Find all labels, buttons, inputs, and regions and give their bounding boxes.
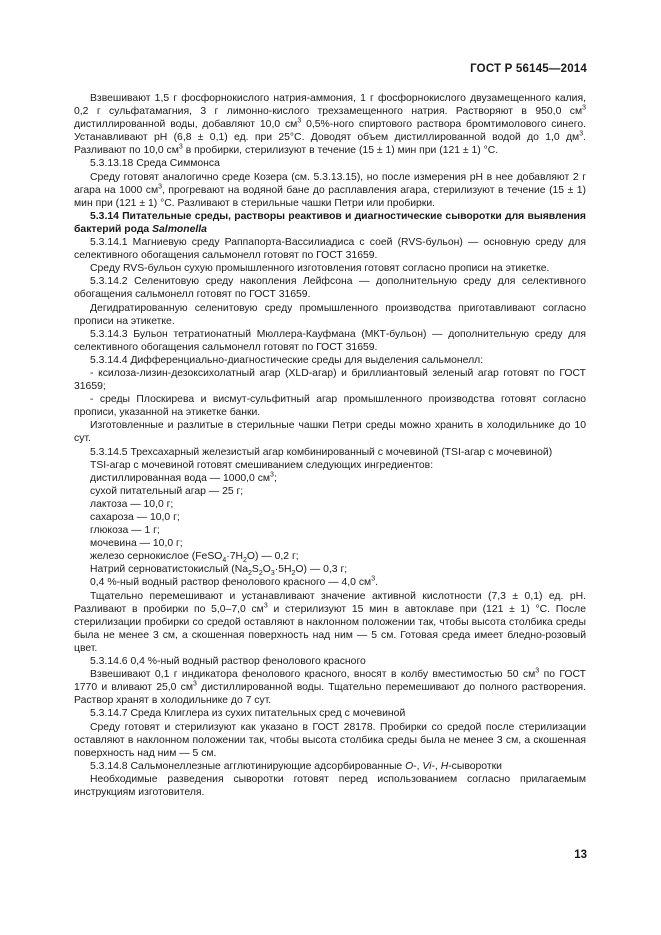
ingredient-list-item: 0,4 %-ный водный раствор фенолового красного — 4,0 $см^3$. [90, 576, 378, 589]
paragraph: Дегидратированную селенитовую среду промышленного производства приготавливают согласно прописи на этикетке. [74, 302, 586, 327]
ingredient-list-item: глюкоза — 1 г; [90, 525, 160, 537]
ingredient-list-item: сахароза — 10,0 г; [90, 512, 180, 523]
ingredient-list-item: лактоза — 10,0 г; [90, 498, 174, 510]
paragraph: Взвешивают 0,1 г индикатора фенолового красного, вносят в колбу вместимостью 50 $см^3$ по ГОСТ 1770 и вливают 25,0 $см^3$ дистиллированной воды. Тщательно перемешивают до полного растворения. Раствор хранят в холодильнике до 7 сут. [74, 667, 586, 707]
paragraph: Необходимые разведения сыворотки готовят перед использованием согласно прилагаемым инструкциям изготовителя. [74, 773, 586, 798]
paragraph: 5.3.14.4 Дифференциально-диагностические среды для выделения сальмонелл: [90, 354, 484, 366]
paragraph: - ксилоза-лизин-дезоксихолатный агар (XLD-агар) и бриллиантовый зеленый агар готовят по ГОСТ 31659; [74, 367, 586, 393]
document-body [74, 92, 586, 799]
ingredient-list-item: Натрий серноватистокислый $(Na_2S_2O_3\cdot 5H_2O)$ — 0,3 г; [90, 564, 348, 578]
paragraph: - среды Плоскирева и висмут-сульфитный агар промышленного производства готовят согласно прописи, указанной на этикетке банки. [74, 394, 586, 419]
paragraph: 5.3.14.1 Магниевую среду Раппапорта-Вассилиадиса с соей (RVS-бульон) — основную среду для селективного обогащения сальмонелл готовят по ГОСТ 31659. [74, 237, 586, 262]
section-heading: 5.3.14 Питательные среды, растворы реактивов и диагностические сыворотки для выявления бактерий рода Salmonella [74, 210, 586, 235]
document-code-header: ГОСТ Р 56145—2014 [470, 63, 587, 75]
paragraph: 5.3.14.2 Селенитовую среду накопления Лейфсона — дополнительную среду для селективного обогащения сальмонелл готовят по ГОСТ 31659. [74, 276, 586, 301]
ingredient-list-item: сухой питательный агар — 25 г; [90, 485, 244, 497]
paragraph: 5.3.14.6 0,4 %-ный водный раствор фенолового красного [90, 656, 366, 668]
paragraph: Среду готовят и стерилизуют как указано в ГОСТ 28178. Пробирки со средой после стерилизации оставляют в наклонном положении так, чтобы высота столбика среды была не менее 3 см, а скошенная поверхность над ним — 5 см. [74, 721, 586, 759]
ingredient-list-item: дистиллированная вода — 1000,0 $см^3$; [90, 471, 277, 484]
paragraph: 5.3.14.3 Бульон тетратионатный Мюллера-Кауфмана (МКТ-бульон) — дополнительную среду для селективного обогащения сальмонелл готовят по ГОСТ 31659. [74, 328, 586, 353]
page-number: 13 [574, 849, 587, 861]
paragraph: Тщательно перемешивают и устанавливают значение активной кислотности (7,3 ± 0,1) ед. pH. Разливают в пробирки по 5,0–7,0 $см^3$ и стерилизуют 15 мин в автоклаве при (121 ± 1) °С. После стерилизации пробирки со средой оставляют в наклонном положении так, чтобы высота столбика среды была не менее 3 см, а скошенная поверхность над ним — 5 см. Готовая среда имеет бледно-розовый цвет. [74, 590, 587, 654]
paragraph: Взвешивают 1,5 г фосфорнокислого натрия-аммония, 1 г фосфорнокислого двузамещенного калия, 0,2 г сульфатамагния, 3 г лимонно-кислого трехзамещенного натрия. Растворяют в 950,0 $см^3$ дистиллированной воды, добавляют 10,0 $см^3$ 0,5%-ного спиртового раствора бромтимолового синего. Устанавливают pH (6,8 ± 0,1) ед. при 25°С. Доводят объем дистиллированной водой до 1,0 $дм^3$. Разливают по 10,0 $см^3$ в пробирки, стерилизуют в течение (15 ± 1) мин при (121 ± 1) °С. [74, 93, 586, 157]
paragraph: TSI-агар с мочевиной готовят смешиванием следующих ингредиентов: [90, 459, 434, 471]
paragraph: Среду готовят аналогично среде Козера (см. 5.3.13.15), но после измерения pH в нее добавляют 2 г агара на 1000 $см^3$, прогревают на водяной бане до расплавления агара, стерилизуют в течение (15 ± 1) мин при (121 ± 1) °С. Разливают в стерильные чашки Петри или пробирки. [74, 171, 587, 209]
paragraph: Среду RVS-бульон сухую промышленного изготовления готовят согласно прописи на этикетке. [90, 263, 550, 275]
ingredient-list-item: мочевина — 10,0 г; [90, 538, 183, 550]
paragraph: 5.3.14.7 Среда Клиглера из сухих питательных сред с мочевиной [90, 708, 406, 720]
ingredient-list-item: железо сернокислое $(FeSO_4\cdot 7H_2O)$ — 0,2 г; [90, 551, 299, 565]
paragraph: 5.3.14.8 Сальмонеллезные агглютинирующие адсорбированные О-, Vi-, Н-сыворотки [90, 760, 502, 772]
paragraph: Изготовленные и разлитые в стерильные чашки Петри среды можно хранить в холодильнике до 10 сут. [74, 420, 586, 445]
paragraph: 5.3.13.18 Среда Симмонса [90, 158, 220, 170]
paragraph: 5.3.14.5 Трехсахарный железистый агар комбинированный с мочевиной (TSI-агар с мочевиной) [90, 446, 553, 458]
